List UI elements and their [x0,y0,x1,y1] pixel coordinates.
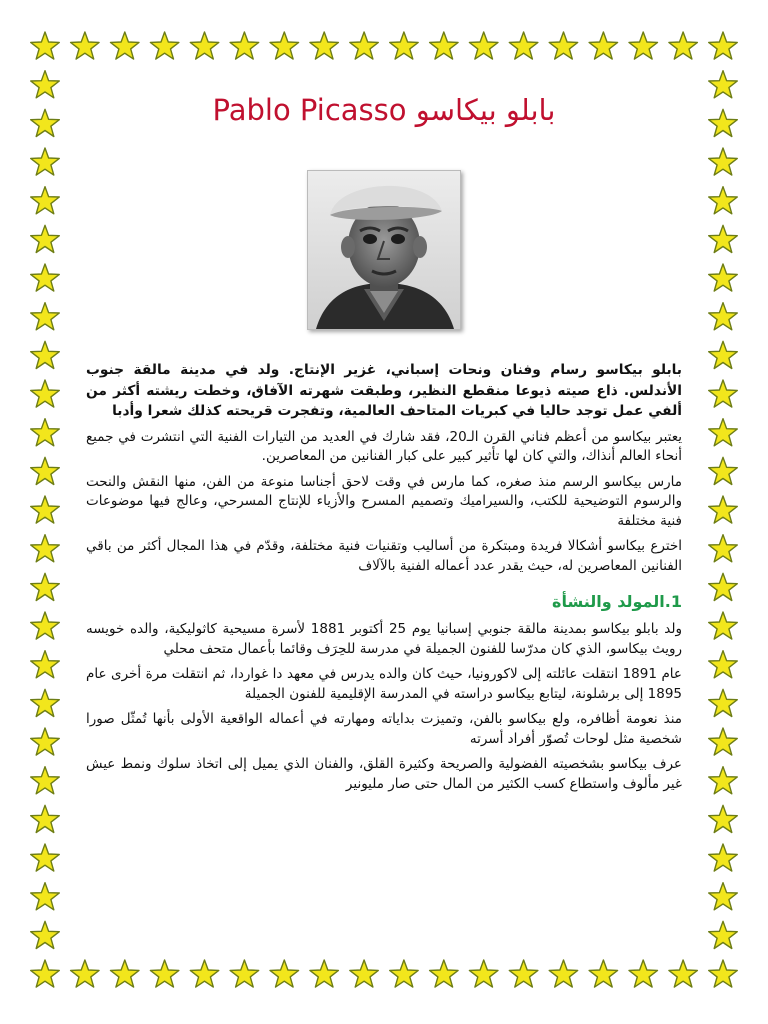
star-icon [430,960,459,987]
star-icon [709,767,738,794]
page-title: بابلو بيكاسو Pablo Picasso [212,93,556,127]
star-icon [31,496,60,523]
star-icon [390,32,419,59]
star-icon [31,689,60,716]
portrait-photo [307,170,461,330]
star-icon [31,71,60,98]
star-icon [111,960,140,987]
body-paragraph: يعتبر بيكاسو من أعظم فناني القرن الـ20، فقد شارك في العديد من التيارات الفنية التي انتشرت في جميع أنحاء العالم أنذاك، والتي كان لها تأثير كبير على كبار الفنانين من المعاصرين. [86,428,682,464]
star-icon [709,419,738,446]
star-icon [31,883,60,910]
star-icon [709,573,738,600]
star-icon [709,341,738,368]
star-icon [31,225,60,252]
star-icon [150,32,179,59]
star-icon [629,960,658,987]
star-icon [709,32,738,59]
star-icon [71,32,100,59]
star-icon [709,844,738,871]
star-icon [31,612,60,639]
star-icon [350,960,379,987]
star-icon [31,380,60,407]
star-icon [31,303,60,330]
star-icon [709,728,738,755]
star-icon [709,187,738,214]
star-icon [31,148,60,175]
star-icon [31,844,60,871]
star-icon [230,960,259,987]
body-paragraph: اخترع بيكاسو أشكالا فريدة ومبتكرة من أساليب وتقنيات فنية مختلفة، وقدّم في هذا المجال أكثر من باقي الفنانين المعاصرين له، حيث يقدر عدد أعماله الفنية بالآلاف [86,538,682,574]
section-paragraph: منذ نعومة أظافره، ولع بيكاسو بالفن، وتميزت بداياته ومهارته في أعماله الواقعية الأولى بأنها تُمثّل صورا شخصية مثل لوحات تُصوّر أفراد أسرته [86,711,682,747]
star-icon [31,535,60,562]
star-icon [310,32,339,59]
star-icon [669,960,698,987]
star-icon [31,32,60,59]
document-page [86,78,682,948]
star-icon [469,32,498,59]
star-icon [709,883,738,910]
star-icon [270,960,299,987]
star-icon [469,960,498,987]
star-icon [31,573,60,600]
star-icon [31,109,60,136]
star-icon [709,264,738,291]
star-icon [430,32,459,59]
body-paragraph: مارس بيكاسو الرسم منذ صغره، كما مارس في وقت لاحق أجناسا منوعة من الفن، منها النقش والنحت والرسوم التوضيحية للكتب، والسيراميك وتصميم المسرح والأزياء للإنتاج المسرحي، وعالج فيها موضوعات فنية مختلفة [86,473,682,529]
intro-paragraph: بابلو بيكاسو رسام وفنان ونحات إسباني، غزير الإنتاج. ولد في مدينة مالقة جنوب الأندلس. ذاع صيته ذيوعا منقطع النظير، وطبقت شهرته الآفاق، وخطت ريشته أكثر من ألفي عمل توجد حاليا في كبريات المتاحف العالمية، وتفجرت قريحته كذلك شعرا وأدبا [86,362,682,419]
star-icon [150,960,179,987]
star-icon [709,457,738,484]
star-icon [709,689,738,716]
star-icon [190,32,219,59]
star-icon [71,960,100,987]
section-paragraph: عام 1891 انتقلت عائلته إلى لاكورونيا، حيث كان والده يدرس في معهد دا غواردا، ثم انتقلت مرة أخرى عام 1895 إلى برشلونة، ليتابع بيكاسو دراسته في المدرسة الإقليمية للفنون الجميلة [86,666,682,702]
star-icon [31,921,60,948]
star-icon [31,805,60,832]
star-icon [31,187,60,214]
section-heading: 1.المولد والنشأة [552,592,682,611]
star-icon [589,960,618,987]
star-icon [709,496,738,523]
section-paragraph: ولد بابلو بيكاسو بمدينة مالقة جنوبي إسبانيا يوم 25 أكتوبر 1881 لأسرة مسيحية كاثوليكية، والده خويسه رويث بيكاسو، الذي كان مدرّسا للفنون الجميلة في مدرسة للحِرَف وقائما بأعمال متحف محلي [86,621,682,657]
star-icon [31,728,60,755]
star-icon [31,457,60,484]
star-icon [709,921,738,948]
star-icon [589,32,618,59]
star-icon [270,32,299,59]
star-icon [230,32,259,59]
star-icon [390,960,419,987]
star-icon [709,805,738,832]
star-icon [310,960,339,987]
star-icon [31,419,60,446]
star-icon [190,960,219,987]
star-icon [709,612,738,639]
star-icon [31,960,60,987]
star-icon [709,380,738,407]
star-icon [111,32,140,59]
star-icon [709,651,738,678]
star-icon [350,32,379,59]
star-icon [509,32,538,59]
star-icon [549,960,578,987]
star-icon [669,32,698,59]
star-icon [709,109,738,136]
star-icon [709,148,738,175]
star-icon [549,32,578,59]
star-icon [709,71,738,98]
star-icon [509,960,538,987]
star-icon [31,341,60,368]
star-icon [31,264,60,291]
star-icon [31,651,60,678]
star-icon [709,225,738,252]
star-icon [31,767,60,794]
star-icon [709,303,738,330]
section-paragraph: عرف بيكاسو بشخصيته الفضولية والصريحة وكثيرة القلق، والفنان الذي يميل إلى اتخاذ سلوك ونمط عيش غير مألوف واستطاع كسب الكثير من المال حتى صار مليونير [86,756,682,792]
star-icon [629,32,658,59]
star-icon [709,535,738,562]
star-icon [709,960,738,987]
